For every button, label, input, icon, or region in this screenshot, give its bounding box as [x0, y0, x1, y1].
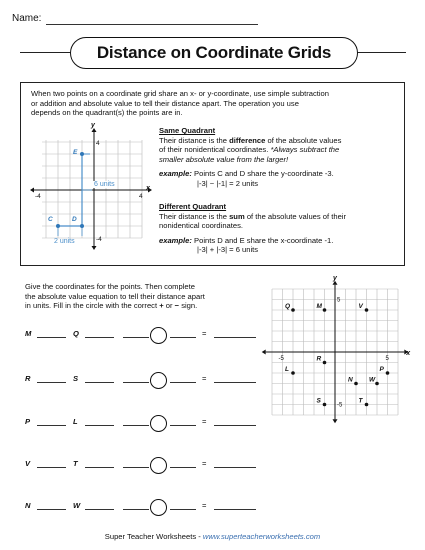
text: Their distance is the — [159, 135, 230, 145]
footer — [0, 532, 425, 541]
text-line — [159, 212, 399, 222]
text-line: Give the coordinates for the points. Then complete — [25, 282, 195, 291]
coordinate-blank[interactable] — [37, 382, 66, 383]
coordinate-blank[interactable] — [85, 382, 114, 383]
point-w — [375, 382, 379, 386]
page-title: Distance on Coordinate Grids — [96, 43, 332, 62]
value-blank[interactable] — [123, 337, 149, 338]
intro-line: When two points on a coordinate grid share an x- or y-coordinate, use simple subtraction — [31, 89, 329, 98]
text: of their nonidentical coordinates. — [159, 145, 271, 155]
text: of the absolute values — [265, 135, 342, 145]
point-label: Q — [285, 303, 291, 310]
point-q — [291, 308, 295, 312]
point-label: R — [25, 374, 31, 383]
coordinate-blank[interactable] — [85, 337, 114, 338]
tick-label: -4 — [35, 193, 41, 200]
x-axis-label: x — [146, 185, 150, 192]
footer-brand: Super Teacher Worksheets - — [104, 532, 203, 541]
minus-sign: − — [174, 301, 180, 311]
coordinate-blank[interactable] — [37, 425, 66, 426]
point-label: M — [316, 303, 322, 310]
text: in units. Fill in the circle with the correct — [25, 301, 160, 311]
point-label: E — [73, 149, 78, 156]
text: Their distance is the — [159, 211, 230, 221]
coordinate-blank[interactable] — [37, 337, 66, 338]
equals-sign: = — [202, 374, 207, 383]
point-label: T — [358, 397, 363, 405]
two-units-label: 2 units — [54, 238, 75, 245]
point-label: C — [48, 216, 53, 223]
point-label: Q — [73, 329, 79, 338]
intro-line: depends on the quadrant(s) the points are in. — [31, 108, 183, 118]
coordinate-blank[interactable] — [85, 467, 114, 468]
equation: |-3| − |-1| = 2 units — [197, 178, 259, 188]
value-blank[interactable] — [170, 337, 196, 338]
text-line — [25, 301, 265, 311]
tick-label: -5 — [278, 356, 284, 362]
value-blank[interactable] — [123, 425, 149, 426]
answer-blank[interactable] — [214, 382, 256, 383]
example-label: example: — [159, 169, 192, 179]
value-blank[interactable] — [123, 382, 149, 383]
tick-label: 5 — [337, 297, 341, 304]
problem-grid — [262, 274, 411, 422]
arrow-icon — [333, 419, 338, 423]
point-label: W — [369, 376, 376, 384]
point-p — [386, 371, 390, 375]
answer-blank[interactable] — [214, 337, 256, 338]
equals-sign: = — [202, 417, 207, 426]
sign-circle[interactable] — [150, 457, 167, 474]
value-blank[interactable] — [170, 509, 196, 510]
text-line: nonidentical coordinates. — [159, 221, 244, 231]
example-grid — [30, 126, 154, 250]
x-axis-label: x — [406, 350, 411, 357]
tick-label: 4 — [139, 193, 143, 200]
value-blank[interactable] — [170, 425, 196, 426]
answer-blank[interactable] — [214, 467, 256, 468]
equals-sign: = — [202, 501, 207, 510]
example-line — [159, 169, 399, 179]
same-quadrant-section — [159, 126, 399, 189]
equals-sign: = — [202, 459, 207, 468]
answer-blank[interactable] — [214, 509, 256, 510]
y-axis-label: y — [333, 274, 337, 282]
point-label: S — [73, 374, 79, 383]
text: Points D and E share the x-coordinate -1. — [191, 235, 334, 245]
coordinate-blank[interactable] — [37, 509, 66, 510]
point-n — [354, 382, 358, 386]
point-e — [80, 152, 84, 156]
intro-text — [31, 89, 399, 118]
point-label: P — [379, 366, 384, 373]
value-blank[interactable] — [170, 382, 196, 383]
sign-circle[interactable] — [150, 372, 167, 389]
value-blank[interactable] — [123, 467, 149, 468]
coordinate-blank[interactable] — [85, 425, 114, 426]
title-banner — [70, 37, 358, 69]
point-label: P — [25, 417, 31, 426]
name-field[interactable] — [46, 24, 258, 25]
tick-label: -5 — [337, 402, 343, 409]
point-label: L — [285, 366, 289, 373]
point-l — [291, 371, 295, 375]
note: *Always subtract the — [270, 145, 340, 155]
value-blank[interactable] — [123, 509, 149, 510]
point-r — [323, 361, 327, 365]
text-line: the absolute value equation to tell their distance apart — [25, 291, 205, 301]
six-units-label: 6 units — [94, 181, 115, 188]
point-label: M — [25, 329, 32, 338]
coordinate-blank[interactable] — [37, 467, 66, 468]
point-label: W — [73, 501, 81, 510]
point-label: T — [73, 459, 78, 468]
coordinate-blank[interactable] — [85, 509, 114, 510]
point-d — [80, 224, 84, 228]
text: or — [163, 301, 175, 311]
tick-label: 4 — [96, 140, 100, 147]
y-axis-label: y — [91, 122, 95, 129]
sign-circle[interactable] — [150, 415, 167, 432]
instructions — [25, 282, 265, 311]
emphasis: sum — [229, 211, 245, 221]
text: Points C and D share the y-coordinate -3. — [191, 169, 334, 179]
arrow-icon — [262, 350, 266, 355]
point-t — [365, 403, 369, 407]
footer-link[interactable]: www.superteacherworksheets.com — [202, 532, 321, 541]
sign-circle[interactable] — [150, 499, 167, 516]
point-s — [323, 403, 327, 407]
plus-sign: + — [159, 301, 164, 311]
point-v — [365, 308, 369, 312]
text-line — [159, 136, 399, 146]
point-label: R — [316, 355, 322, 363]
value-blank[interactable] — [170, 467, 196, 468]
answer-blank[interactable] — [214, 425, 256, 426]
text: of the absolute values of their — [244, 211, 347, 221]
point-label: S — [316, 397, 321, 405]
point-label: N — [25, 501, 31, 510]
point-m — [323, 308, 327, 312]
same-quadrant-heading: Same Quadrant — [159, 126, 216, 135]
note-line: smaller absolute value from the larger! — [159, 154, 289, 164]
example-line — [159, 236, 399, 246]
different-quadrant-section — [159, 202, 399, 255]
name-label: Name: — [12, 13, 42, 24]
point-label: N — [348, 376, 353, 384]
different-quadrant-heading: Different Quadrant — [159, 202, 227, 211]
point-label: V — [25, 459, 31, 468]
point-label: V — [358, 303, 363, 310]
tick-label: 5 — [385, 356, 389, 362]
emphasis: difference — [229, 135, 266, 145]
text: sign. — [179, 301, 198, 311]
sign-circle[interactable] — [150, 327, 167, 344]
point-label: D — [72, 216, 77, 223]
intro-line: or addition and absolute value to tell their distance apart. The operation you use — [31, 98, 299, 108]
equation: |-3| + |-3| = 6 units — [197, 245, 259, 255]
example-label: example: — [159, 235, 192, 245]
equals-sign: = — [202, 329, 207, 338]
text-line — [159, 145, 399, 155]
point-c — [56, 224, 60, 228]
point-label: L — [73, 417, 78, 426]
tick-label: -4 — [96, 236, 102, 243]
